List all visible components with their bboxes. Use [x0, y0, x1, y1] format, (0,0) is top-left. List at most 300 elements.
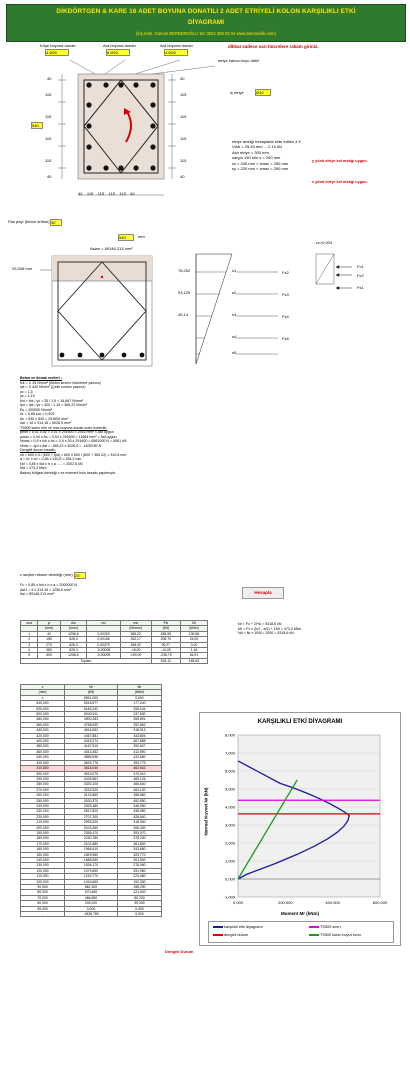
cell: 230,000 — [21, 809, 65, 814]
calc-line: Asi = 89146,213 mm² — [20, 592, 55, 596]
dim-bottom: 115 — [119, 191, 126, 196]
force-fs4: Fs4 — [282, 314, 289, 319]
calc-line: γc = 1,5 — [20, 389, 33, 394]
cell: 428,840 — [117, 814, 161, 819]
table-row — [21, 755, 162, 760]
cell: 210,000 — [21, 820, 65, 825]
dim-bottom: 40 — [130, 191, 135, 196]
height-input[interactable]: 540 — [31, 122, 43, 129]
cell: 4319,274 — [65, 739, 118, 744]
cell: - — [21, 912, 65, 917]
dim-bottom: 115 — [108, 191, 115, 196]
c-input[interactable]: 20 — [74, 572, 86, 579]
y-spacing-ok: y yönü etriye kol aralığı uygun. — [312, 159, 368, 163]
cell: 0,00166 — [87, 637, 120, 642]
cell: 4614,052 — [65, 728, 118, 733]
table-row — [21, 739, 162, 744]
cell: 158,00 — [120, 642, 151, 647]
y-tick-label: 7,000 — [224, 750, 235, 756]
title-banner — [6, 4, 406, 42]
chart-legend — [208, 921, 394, 943]
legend-item — [309, 933, 361, 937]
formula-line: Mr = Fc x (h/2 - a/2) + ΣMi = 473,2 kNm — [238, 626, 302, 631]
calculate-button[interactable]: Hesapla — [242, 587, 284, 599]
title-line-2: DİYAGRAMI — [188, 19, 224, 26]
header-cell: Mr — [117, 685, 161, 690]
table-row — [21, 890, 162, 895]
cell: 380,000 — [21, 744, 65, 749]
table-row — [21, 782, 162, 787]
table-row — [21, 912, 162, 917]
s3-label: s3 — [232, 312, 237, 317]
cell: 300,000 — [21, 771, 65, 776]
cell: 518,12 — [151, 658, 180, 663]
cell: 378,230 — [117, 836, 161, 841]
table-row — [21, 717, 162, 722]
table-row — [21, 744, 162, 749]
cell: 0,00079 — [87, 642, 120, 647]
cell: 390,607 — [117, 744, 161, 749]
table-row — [21, 771, 162, 776]
info-line: Vd/b = 25.40 mm ... 2.10 kN — [232, 144, 282, 150]
y-tick-label: -1,000 — [223, 894, 235, 900]
unit-cell: (N/mm²) — [120, 626, 151, 631]
author-credit: (inş.müh. Gürcan BERBEROĞLU tel: 0532 366 02 04 www.betoncelik.com) — [136, 31, 276, 36]
s2-label: s2 — [232, 290, 237, 295]
calc-line: cb = 600 x d / (600 + fyd) = 600 x 500 / (600 + 365,22) = 310,8 mm — [20, 452, 127, 457]
stirrup-input[interactable]: Ø10 — [255, 89, 271, 96]
cell: 5 — [21, 653, 38, 658]
cell: 463,130 — [117, 787, 161, 792]
calc-line: fcd = fck / γc = 25 / 1,5 = 16,667 N/mm² — [20, 398, 84, 403]
table-row — [21, 901, 162, 906]
header-cell: sıra — [21, 621, 38, 626]
y-tick-label: 5,000 — [224, 786, 235, 792]
cell: 418,300 — [117, 820, 161, 825]
balanced-state-label: Dengeli Durum — [165, 949, 194, 954]
cell: 310,800 — [21, 766, 65, 771]
cell: 270,000 — [21, 787, 65, 792]
cell: -10,05 — [151, 648, 180, 653]
cell: 2476,260 — [65, 825, 118, 830]
force-fs3: Fs3 — [282, 292, 289, 297]
cell: 3425,561 — [65, 776, 118, 781]
x-tick-label: 600,000 — [372, 900, 388, 905]
table-row — [21, 733, 162, 738]
cell: 3855,536 — [65, 755, 118, 760]
cell: 185,63 — [180, 658, 207, 663]
cell: 406,400 — [117, 825, 161, 830]
cell: 1256,6 — [60, 653, 87, 658]
s1-label: s1 — [232, 268, 237, 273]
cell: 278,060 — [117, 863, 161, 868]
table-row — [21, 695, 162, 700]
dim-right-4: 115 — [180, 136, 187, 141]
cell: 420,000 — [21, 733, 65, 738]
table-row — [21, 841, 162, 846]
cell: 1043,660 — [65, 879, 118, 884]
cell: 190,000 — [21, 830, 65, 835]
cell: 249,020 — [65, 901, 118, 906]
calc-line: ρmax = 0,04 x Ac = 0,04 x 291600 = 11664 mm² > Ast uygun — [20, 434, 117, 439]
cell: 24,00 — [180, 637, 207, 642]
cell: 440,000 — [21, 728, 65, 733]
force-fc1: Fc1 — [357, 264, 364, 269]
cell: 160,000 — [21, 847, 65, 852]
force-fc2: Fc2 — [357, 273, 364, 278]
dim-bottom: 115 — [86, 191, 94, 196]
cell: 270 — [38, 642, 60, 647]
cell: 2817,820 — [65, 809, 118, 814]
cell: 540,000 — [21, 701, 65, 706]
cell: -0,00008 — [87, 648, 120, 653]
cell: 2230,780 — [65, 836, 118, 841]
cell: 452,890 — [117, 798, 161, 803]
cell: 3132,660 — [65, 793, 118, 798]
formula-line: Nr = Fc + ΣFsi = 5318,6 kN — [238, 622, 282, 626]
cell: 5040,911 — [65, 712, 118, 717]
unit-cell: (mm) — [38, 626, 60, 631]
cell: 250,000 — [21, 798, 65, 803]
width-unit: mm — [138, 234, 145, 239]
chart-x-label: Moment Mr (kNm) — [281, 911, 319, 916]
header-cell: Nr — [65, 685, 118, 690]
cell: 3618,040 — [65, 766, 118, 771]
cell: 1256,6 — [60, 631, 87, 636]
cell: 99,27 — [151, 642, 180, 647]
table-row — [21, 728, 162, 733]
cell: 2707,200 — [65, 814, 118, 819]
cell: 4013,452 — [65, 749, 118, 754]
cell: 158,290 — [117, 885, 161, 890]
cell: 1536,170 — [65, 863, 118, 868]
cell: 628,3 — [60, 642, 87, 647]
cell: 3 — [21, 642, 38, 647]
dim-left-1: 40 — [47, 76, 52, 81]
cell: 292,962 — [117, 722, 161, 727]
legend-label: TS500 sınırı — [320, 925, 341, 929]
table-row — [21, 906, 162, 911]
rebar-force-table — [20, 620, 208, 664]
calc-line: Nmin = -fyd x Ast = -365,22 x 5026,5 = -1835780 N — [20, 443, 102, 448]
legend-label: karşılıklı etki diyagramı — [224, 925, 263, 929]
info-line: sx = 245 mm < smax = 250 mm — [232, 160, 289, 166]
cell: 100,000 — [21, 879, 65, 884]
cell: 1,16 — [180, 648, 207, 653]
cell: 0,000 — [65, 906, 118, 911]
depth-label: 29,346 mm — [12, 266, 33, 271]
table-row — [21, 760, 162, 765]
dim-left-4: 115 — [45, 136, 52, 141]
table-row — [21, 830, 162, 835]
chart-plot — [200, 727, 400, 927]
strain-diagram — [0, 250, 410, 375]
cell: 2101,880 — [65, 841, 118, 846]
y-tick-label: 2,000 — [224, 840, 235, 846]
dim-1: 78,252 — [178, 268, 191, 273]
cell: 54,91 — [180, 653, 207, 658]
info-line: etriye aralığı hesaplarla elde edilen 4 fi — [232, 139, 301, 144]
width-input[interactable]: 540 — [118, 234, 134, 241]
calc-line: γs = 1,15 — [20, 394, 35, 398]
inner-stirrup-label: iç etriye — [230, 90, 244, 95]
cell: -1835,780 — [65, 912, 118, 917]
cell: 1686,060 — [65, 858, 118, 863]
corner-bar-input[interactable]: 4 Ø20 — [45, 49, 69, 56]
calc-block-2 — [20, 583, 77, 597]
dim-left-5: 115 — [45, 158, 52, 163]
dim-right-6: 40 — [180, 174, 185, 179]
table-row — [21, 868, 162, 873]
cell: 2593,420 — [65, 820, 118, 825]
calc-line: k1 = 0,85 εcu = 0,003 — [20, 412, 55, 416]
dim-2: 93,129 — [178, 290, 191, 295]
dim-left-6: 40 — [47, 174, 52, 179]
mid-bar-label-1: Ara boyuna donatı — [103, 43, 136, 48]
x-tick-label: 0,000 — [232, 900, 244, 905]
cell: 2925,480 — [65, 803, 118, 808]
cell: 5318,577 — [65, 701, 118, 706]
formula-line: Nd = Nr x 1000 / 1000 = 5318,6 kN — [238, 631, 294, 635]
unit-cell: (kN) — [65, 690, 118, 695]
mid-bar-input-1[interactable]: 6 Ø20 — [106, 49, 130, 56]
cell: 0,00 — [180, 642, 207, 647]
cell: 446,080 — [117, 803, 161, 808]
cell: 500,000 — [21, 712, 65, 717]
cell: 280,000 — [21, 782, 65, 787]
table-row — [21, 814, 162, 819]
cell: 105,56 — [180, 631, 207, 636]
cell: 4467,881 — [65, 733, 118, 738]
calc-line: Basınç bölgesi derinliği c ve moment kolu hesabı yapılmıştır. — [20, 470, 117, 475]
cell: 365,22 — [120, 631, 151, 636]
eps-label: εc=0,003 — [316, 240, 333, 245]
cover-input[interactable]: 30 — [50, 219, 62, 226]
cell: 240,000 — [21, 803, 65, 808]
table-unit-row — [21, 690, 162, 695]
cell: 520,000 — [21, 706, 65, 711]
force-fs1: Fs1 — [357, 285, 364, 290]
cell: 80,200 — [117, 895, 161, 900]
cell: 385 — [38, 648, 60, 653]
calculation-block — [20, 376, 126, 475]
legend-item — [309, 925, 341, 929]
stirrup-check-info — [232, 139, 301, 171]
table-row — [21, 793, 162, 798]
calc-line: Ast1 = 4 x 314,16 = 1256,6 mm² — [20, 587, 72, 592]
cell: 1 — [21, 631, 38, 636]
calc-line: fck = C 25 N/mm² (Beton sınıfını hücrelere yazınız) — [20, 380, 101, 385]
cell: 208,104 — [117, 706, 161, 711]
cell: 130,000 — [21, 863, 65, 868]
header-cell: σsi — [120, 621, 151, 626]
table-row — [21, 879, 162, 884]
cell: 220,000 — [21, 814, 65, 819]
y-tick-label: 3,000 — [224, 822, 235, 828]
cell: 5180,242 — [65, 706, 118, 711]
cell: 480,000 — [21, 717, 65, 722]
cell: 458,95 — [151, 631, 180, 636]
header-cell: Asi — [60, 621, 87, 626]
calc-line: Nmax = 0,9 x fck x Ac = 0,9 x 25 x 291600 = 6561000 N = 6561 kN — [20, 439, 127, 443]
cell: 438,080 — [117, 809, 161, 814]
bottom-dims — [78, 191, 135, 196]
cell: 500 — [38, 653, 60, 658]
cell: 70,000 — [21, 895, 65, 900]
x-tick-label: 200,000 — [278, 900, 293, 905]
cell: 208,70 — [151, 637, 180, 642]
table-row — [21, 766, 162, 771]
cell: 3030,370 — [65, 798, 118, 803]
table-row — [21, 820, 162, 825]
table-row — [21, 803, 162, 808]
cell: 6561,000 — [65, 695, 118, 700]
cell: 121,040 — [117, 890, 161, 895]
interaction-table — [20, 684, 162, 917]
force-fs5: Fs5 — [282, 336, 289, 341]
table-total-row — [21, 658, 208, 663]
table-row — [21, 809, 162, 814]
result-formulas — [238, 622, 301, 636]
cell: 2355,470 — [65, 830, 118, 835]
cell: 180,000 — [21, 836, 65, 841]
cell: 318,913 — [117, 728, 161, 733]
y-tick-label: 4,000 — [224, 804, 235, 810]
cell: 3693,776 — [65, 760, 118, 765]
cell: 35,330 — [117, 901, 161, 906]
cell: 80,000 — [21, 890, 65, 895]
calc-line: Md = 473,2 kNm — [20, 466, 47, 470]
info-line: sargılı 150 min s = 250 mm — [232, 155, 281, 161]
cell: 265,891 — [117, 717, 161, 722]
total-label: Toplam — [21, 658, 152, 663]
cell: 192,330 — [117, 879, 161, 884]
s4-label: s4 — [232, 334, 237, 339]
cell: 320,000 — [21, 760, 65, 765]
header-cell: Mi — [180, 621, 207, 626]
cell: 40 — [38, 631, 60, 636]
cell: 1215,770 — [65, 874, 118, 879]
mid-bar-label-2: Ara boyuna donatı — [160, 43, 193, 48]
y-tick-label: 0,000 — [224, 876, 235, 882]
title-line-1: DİKDÖRTGEN & KARE 16 ADET BOYUNA DONATILI 2 ADET ETRİYELİ KOLON KARŞILIKLI ETKİ — [56, 8, 356, 15]
cell: 1829,960 — [65, 852, 118, 857]
dim-left-3: 115 — [45, 114, 52, 119]
chart-title: KARŞILIKLI ETKİ DİYAGRAMI — [257, 719, 343, 725]
cell: 290,000 — [21, 776, 65, 781]
table-row — [21, 798, 162, 803]
cell: 462,642 — [117, 766, 161, 771]
legend-label: dengeli durum — [224, 933, 249, 937]
calc-line: Beton ve donatı verileri : — [20, 376, 62, 380]
cell: 0,000 — [117, 906, 161, 911]
table-row — [21, 706, 162, 711]
chart-y-label: Normal Kuvvet Nr (kN) — [203, 787, 209, 836]
dim-bottom: 115 — [97, 191, 105, 196]
stirrup-hook-label: etriye kanca boyu dahil — [218, 58, 259, 63]
y-tick-label: 1,000 — [224, 858, 235, 864]
table-row — [21, 712, 162, 717]
cell: 155 — [38, 637, 60, 642]
x-spacing-ok: x yönü etriye kol aralığı uygun. — [312, 180, 368, 184]
cell: 1379,650 — [65, 868, 118, 873]
cell: 340,000 — [21, 755, 65, 760]
cell: 4167,910 — [65, 744, 118, 749]
cell: 367,688 — [117, 739, 161, 744]
cell: 332,17 — [120, 637, 151, 642]
corner-bar-label: Köşe boyuna donatı — [40, 43, 76, 48]
cell: 628,3 — [60, 637, 87, 642]
table-row — [21, 749, 162, 754]
cover-label: Pas payı (beton örtüsü) — [8, 219, 50, 224]
table-row — [21, 836, 162, 841]
calc-line: Nd = 0,85 x fcd x b x a - ... = 2002,5 kN — [20, 461, 83, 466]
cell: 251,960 — [117, 868, 161, 873]
cell: -0,00095 — [87, 653, 120, 658]
cell: 466,640 — [117, 782, 161, 787]
unit-cell: (kNm) — [180, 626, 207, 631]
unit-cell: (kNm) — [117, 690, 161, 695]
cell: 3519,070 — [65, 771, 118, 776]
cell: 110,000 — [21, 874, 65, 879]
cell: 237,630 — [117, 712, 161, 717]
aslan-label: Aslan = 89146,213 mm² — [90, 246, 133, 251]
cell: 2 — [21, 637, 38, 642]
calc-line: Es = 200000 N/mm² — [20, 407, 53, 412]
cell: 0,000 — [117, 912, 161, 917]
dim-right-2: 115 — [180, 92, 187, 97]
header-cell: yi — [38, 621, 60, 626]
header-cell: c — [21, 685, 65, 690]
cell: 223,460 — [117, 874, 161, 879]
info-line: sy = 220 mm < smax = 250 mm — [232, 166, 289, 172]
unit-cell: (mm) — [21, 690, 65, 695]
cell: 323,770 — [117, 852, 161, 857]
header-cell: Fsi — [151, 621, 180, 626]
cell: -190,00 — [120, 653, 151, 658]
cell: 343,804 — [117, 733, 161, 738]
y-tick-label: 8,000 — [224, 732, 235, 738]
calc-line: ρmin = 0,01 x Ac = 0,01 x 291600 = 2916 mm² < Ast uygun — [20, 430, 114, 434]
calc-line: fyd = fyk / γs = 420 / 1,15 = 365,22 N/mm² — [20, 403, 88, 407]
dim-right-1: 40 — [180, 76, 185, 81]
mid-bar-input-2[interactable]: 4 Ø20 — [164, 49, 188, 56]
table-header-row — [21, 685, 162, 690]
unit-cell: (mm²) — [60, 626, 87, 631]
cell: 393,070 — [117, 830, 161, 835]
header-cell: εsi — [87, 621, 120, 626]
table-row — [21, 722, 162, 727]
table-row — [21, 863, 162, 868]
cell: 862,300 — [65, 885, 118, 890]
cell: 460,000 — [21, 722, 65, 727]
table-row — [21, 852, 162, 857]
table-row — [21, 847, 162, 852]
cell: 433,650 — [117, 755, 161, 760]
table-row — [21, 701, 162, 706]
cell: 453,779 — [117, 760, 161, 765]
cell: 4758,090 — [65, 722, 118, 727]
table-row — [21, 874, 162, 879]
cell: -238,75 — [151, 653, 180, 658]
cell: 3330,100 — [65, 782, 118, 787]
table-row — [21, 885, 162, 890]
cell: 50,000 — [21, 906, 65, 911]
cell: 360,000 — [21, 749, 65, 754]
s5-label: s5 — [232, 350, 237, 355]
x-tick-label: 400,000 — [325, 900, 340, 905]
cell: 1968,410 — [65, 847, 118, 852]
